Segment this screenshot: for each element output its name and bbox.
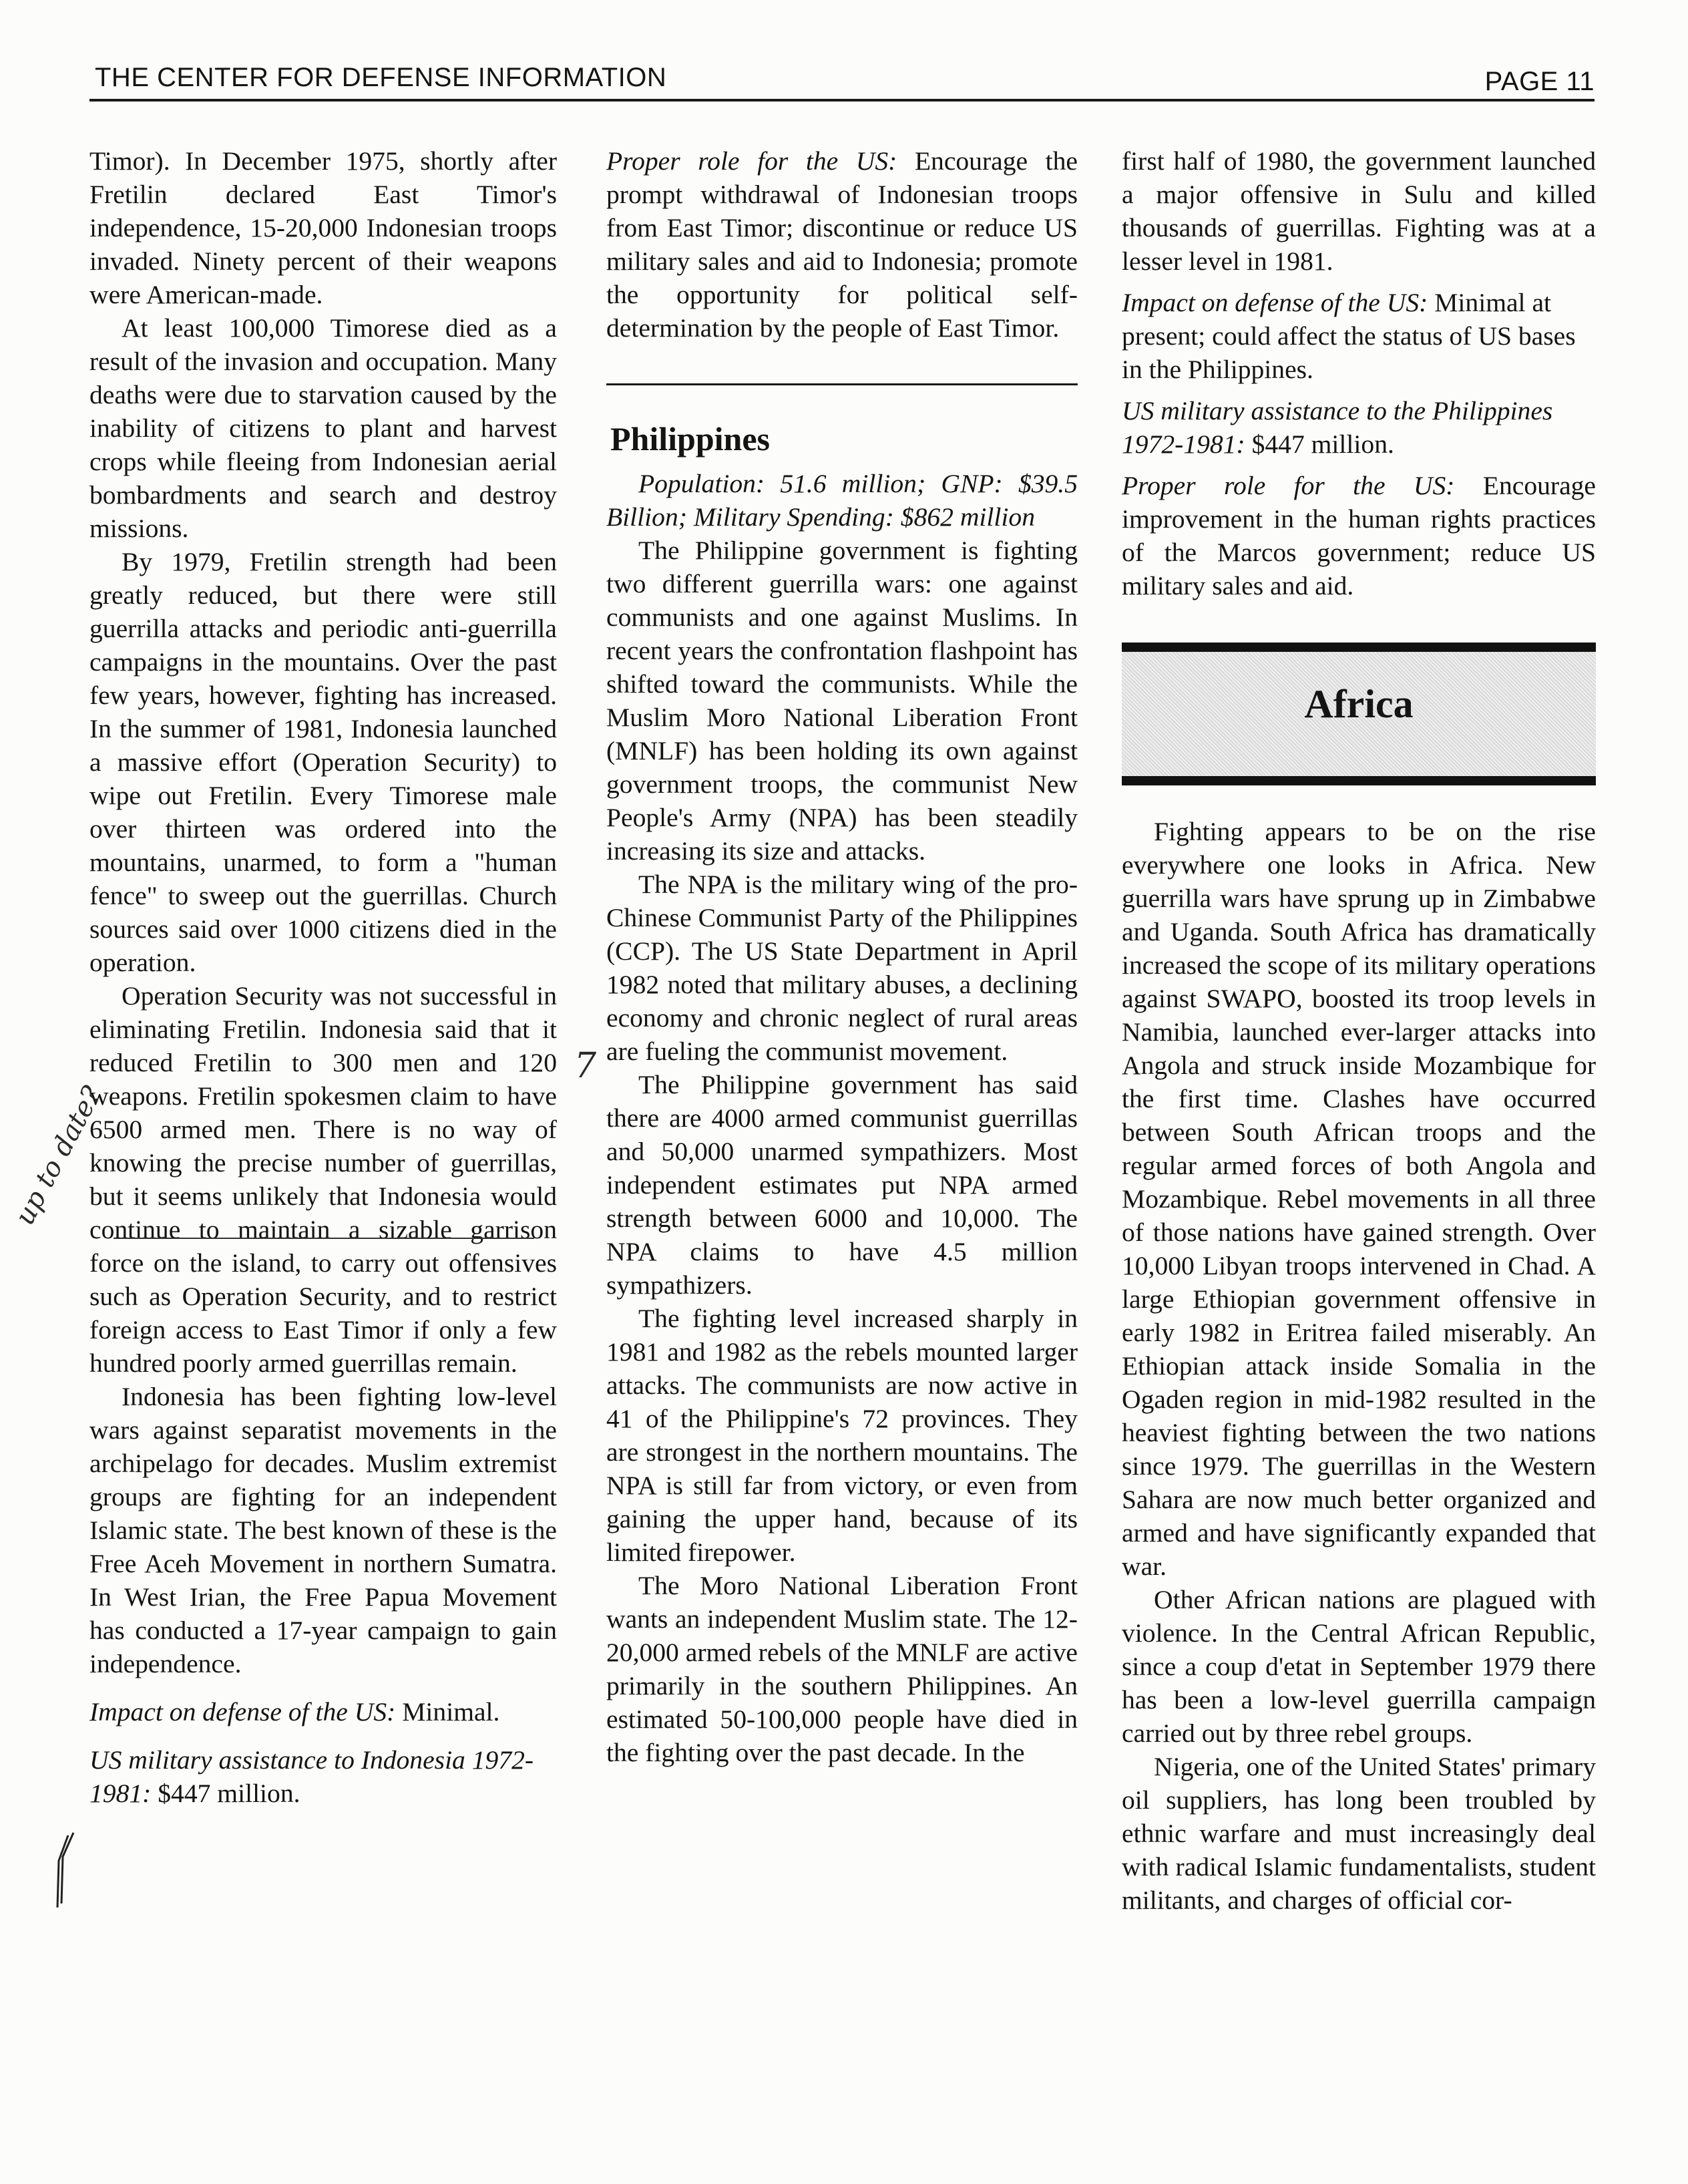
section-divider — [606, 383, 1078, 385]
paragraph: Timor). In December 1975, shortly after Fretilin declared East Timor's independence, 15-20,000 Indonesian troops invaded. Ninety percent of their weapons were American-made. — [89, 146, 557, 309]
country-stats: Population: 51.6 million; GNP: $39.5 Billion; Military Spending: $862 million — [606, 469, 1078, 532]
underline-mark — [114, 1234, 541, 1248]
paragraph: The Moro National Liberation Front wants an independent Muslim state. The 12-20,000 armed rebels of the MNLF are active primarily in the southern Philippines. An estimated 50-100,000 people have died in the fighting over the past decade. In the — [606, 1571, 1078, 1767]
impact-label: Impact on defense of the US: — [1122, 288, 1428, 317]
role-text: Encourage the prompt withdrawal of Indonesian troops from East Timor; discontinue or reduce US military sales and aid to Indonesia; promote the opportunity for political self-determination by the people of East Timor. — [606, 146, 1078, 343]
section-heading-africa: Africa — [1304, 682, 1414, 726]
aid-text: $447 million. — [1245, 429, 1394, 459]
paragraph: Fighting appears to be on the rise everywhere one looks in Africa. New guerrilla wars have sprung up in Zimbabwe and Uganda. South Africa has dramatically increased the scope of its military operations against SWAPO, boosted its troop levels in Namibia, launched ever-larger attacks into Angola and struck inside Mozambique for the first time. Clashes have occurred between South African troops and the regular armed forces of both Angola and Mozambique. Rebel movements in all three of those nations have gained strength. Over 10,000 Libyan troops intervened in Chad. A large Ethiopian government offensive in early 1982 in Eritrea failed miserably. An Ethiopian attack inside Somalia in the Ogaden region in mid-1982 resulted in the heaviest fighting between the two nations since 1979. The guerrillas in the Western Sahara are now much better organized and armed and have significantly expanded that war. — [1122, 817, 1596, 1581]
role-text: Encourage improvement in the human rights practices of the Marcos government; reduce US military sales and aid. — [1122, 471, 1596, 600]
section-banner-africa — [1122, 643, 1596, 785]
page-header — [89, 61, 1595, 102]
paragraph: Indonesia has been fighting low-level wars against separatist movements in the archipelago for decades. Muslim extremist groups are fighting for an independent Islamic state. The best known of these is the Free Aceh Movement in northern Sumatra. In West Irian, the Free Papua Movement has conducted a 17-year campaign to gain independence. — [89, 1382, 557, 1678]
paragraph: At least 100,000 Timorese died as a result of the invasion and occupation. Many deaths were due to starvation caused by the inability of citizens to plant and harvest crops while fleeing from Indonesian aerial bombardments and search and destroy missions. — [89, 313, 557, 543]
impact-line — [89, 1695, 557, 1728]
paragraph: The Philippine government is fighting two different guerrilla wars: one against communists and one against Muslims. In recent years the confrontation flashpoint has shifted toward the communists. While the Muslim Moro National Liberation Front (MNLF) has been holding its own against government troops, the communist New People's Army (NPA) has been steadily increasing its size and attacks. — [606, 536, 1078, 866]
role-label: Proper role for the US: — [606, 146, 897, 176]
aid-text: $447 million. — [151, 1779, 300, 1808]
impact-text: Minimal. — [395, 1697, 500, 1726]
publication-name: THE CENTER FOR DEFENSE INFORMATION — [95, 63, 667, 92]
paragraph: The NPA is the military wing of the pro-Chinese Communist Party of the Philippines (CCP). The US State Department in April 1982 noted that military abuses, a declining economy and chronic neglect of rural areas are fueling the communist movement. — [606, 870, 1078, 1066]
role-line — [1122, 469, 1596, 602]
aid-line — [1122, 394, 1596, 461]
aid-label: US military assistance to the Philippines 1972-1981: — [1122, 396, 1553, 459]
aid-line — [89, 1743, 557, 1810]
column-1 — [89, 144, 557, 2121]
paragraph: Nigeria, one of the United States' primary oil suppliers, has long been troubled by ethnic warfare and must increasingly deal with radical Islamic fundamentalists, student militants, and charges of official cor- — [1122, 1752, 1596, 1915]
section-heading-philippines: Philippines — [610, 420, 770, 458]
column-3 — [1122, 144, 1596, 2121]
impact-label: Impact on defense of the US: — [89, 1697, 396, 1726]
paragraph: The Philippine government has said there are 4000 armed communist guerrillas and 50,000 unarmed sympathizers. Most independent estimates put NPA armed strength between 6000 and 10,000. The NPA claims to have 4.5 million sympathizers. — [606, 1070, 1078, 1300]
paragraph: The fighting level increased sharply in 1981 and 1982 as the rebels mounted larger attacks. The communists are now active in 41 of the Philippine's 72 provinces. They are strongest in the northern mountains. The NPA is still far from victory, or even from gaining the upper hand, because of its limited firepower. — [606, 1304, 1078, 1567]
handwritten-mark: 7 — [574, 1046, 597, 1086]
role-label: Proper role for the US: — [1122, 471, 1455, 500]
role-line — [606, 144, 1078, 345]
handwritten-margin-note: up to date? — [9, 1081, 108, 1230]
aid-label: US military assistance to Indonesia 1972-1981: — [89, 1745, 534, 1808]
paragraph: Operation Security was not successful in eliminating Fretilin. Indonesia said that it reduced Fretilin to 300 men and 120 weapons. Fretilin spokesmen claim to have 6500 armed men. There is no way of knowing the precise number of guerrillas, but it seems unlikely that Indonesia would continue to maintain a sizable garrison force on the island, to carry out offensives such as Operation Security, and to restrict foreign access to East Timor if only a few hundred poorly armed guerrillas remain. — [89, 981, 557, 1378]
impact-line — [1122, 286, 1596, 386]
column-2 — [606, 144, 1078, 2121]
impact-text: Minimal at present; could affect the status of US bases in the Philippines. — [1122, 288, 1576, 384]
margin-bracket-mark — [53, 1830, 80, 1910]
page-number: PAGE 11 — [1484, 67, 1595, 96]
paragraph: By 1979, Fretilin strength had been greatly reduced, but there were still guerrilla attacks and periodic anti-guerrilla campaigns in the mountains. Over the past few years, however, fighting has increased. In the summer of 1981, Indonesia launched a massive effort (Operation Security) to wipe out Fretilin. Every Timorese male over thirteen was ordered into the mountains, unarmed, to form a "human fence" to sweep out the guerrillas. Church sources said over 1000 citizens died in the operation. — [89, 547, 557, 977]
paragraph: first half of 1980, the government launched a major offensive in Sulu and killed thousands of guerrillas. Fighting was at a lesser level in 1981. — [1122, 146, 1596, 276]
paragraph: Other African nations are plagued with violence. In the Central African Republic, since a coup d'etat in September 1979 there has been a low-level guerrilla campaign carried out by three rebel groups. — [1122, 1585, 1596, 1748]
